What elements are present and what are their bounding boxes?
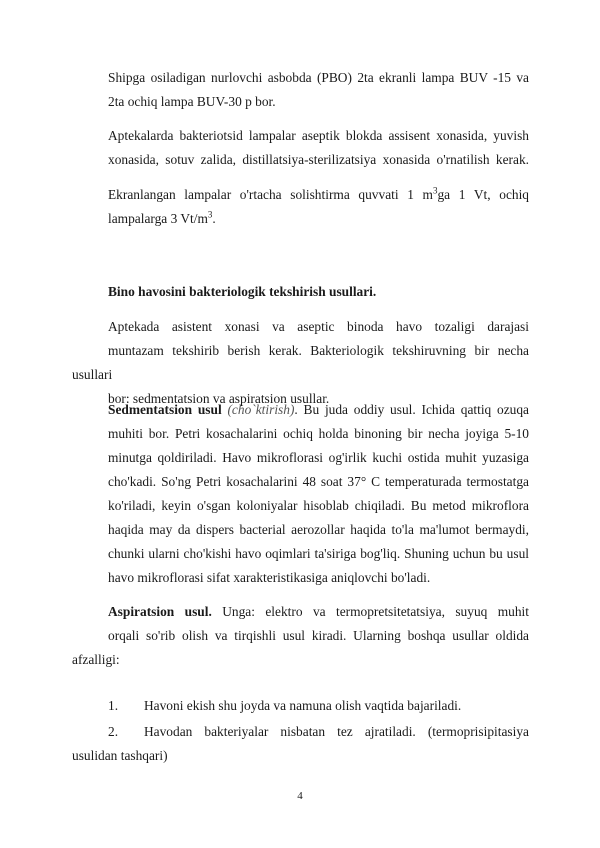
text-line: 2. Havodan bakteriyalar nisbatan tez ajratiladi. (termoprisipitasiya	[72, 720, 529, 744]
text-line: Shipga osiladigan nurlovchi asbobda (PBO) 2ta ekranli lampa BUV -15 va	[108, 70, 529, 85]
text-line: minutga qoldiriladi. Havo mikroflorasi og'irlik kuchi ostida muhit yuzasiga	[108, 450, 529, 465]
text-line: havo mikroflorasi sifat xarakteristikasiga aniqlovchi bo'ladi.	[108, 570, 431, 585]
text-line: muntazam tekshirib berish kerak. Bakteriologik tekshiruvning bir necha usullari	[72, 343, 529, 382]
paragraph-methods-intro	[72, 315, 529, 411]
text-line: chunki ularni cho'kishi havo oqimlari ta'siriga bog'liq. Shuning uchun bu usul	[108, 546, 529, 561]
paragraph-lamps	[72, 66, 529, 114]
list-number: 2.	[108, 724, 119, 739]
text-line: Sedmentatsion usul (cho`ktirish). Bu juda oddiy usul. Ichida qattiq ozuqa	[108, 402, 529, 417]
list-item	[72, 720, 529, 768]
text-line: muhiti bor. Petri kosachalarini ochiq holda binoning bir necha joyiga 5-10	[108, 426, 529, 441]
text-line: usulidan tashqari)	[72, 748, 168, 763]
text-line: Aptekalarda bakteriotsid lampalar aseptik blokda assisent xonasida, yuvish	[108, 128, 529, 143]
paragraph-sedimentation	[72, 398, 529, 590]
text-line: 1. Havoni ekish shu joyda va namuna olish vaqtida bajariladi.	[72, 694, 529, 718]
list-item	[72, 694, 529, 718]
section-heading: Bino havosini bakteriologik tekshirish usullari.	[108, 284, 377, 299]
text-line: lampalarga 3 $Vt/m^3$.	[108, 209, 216, 226]
paragraph-pharmacy-lamps	[72, 124, 529, 172]
text-line: cho'kadi. So'ng Petri kosachalarini 48 soat 37° C temperaturada termostatga	[108, 474, 529, 489]
list-number: 1.	[108, 698, 119, 713]
paragraph-aspiration	[72, 600, 529, 672]
text-line: Aspiratsion usul. Unga: elektro va termopretsitetatsiya, suyuq muhit	[108, 604, 529, 619]
text-line: 2ta ochiq lampa BUV-30 p bor.	[108, 94, 276, 109]
text-line: Ekranlangan lampalar o'rtacha solishtirma quvvati 1 $m^3ga$ 1 Vt, ochiq	[108, 185, 529, 202]
text-line: xonasida, sotuv zalida, distillatsiya-sterilizatsiya xonasida o'rnatilish kerak.	[108, 152, 529, 167]
text-line: haqida may da dispers bacterial aerozollar haqida to'la ma'lumot bermaydi,	[108, 522, 529, 537]
text-line: orqali so'rib olish va tirqishli usul kiradi. Ularning boshqa usullar oldida afzalligi:	[72, 628, 529, 667]
text-line: bor: sedmentatsion va aspiratsion usullar.	[108, 391, 330, 406]
paragraph-power	[72, 183, 529, 231]
page-number: 4	[297, 790, 303, 802]
text-line: ko'riladi, keyin o'sgan koloniyalar hisoblab chiqiladi. Bu metod mikroflora	[108, 498, 529, 513]
text-line: Aptekada asistent xonasi va aseptic binoda havo tozaligi darajasi	[108, 319, 529, 334]
